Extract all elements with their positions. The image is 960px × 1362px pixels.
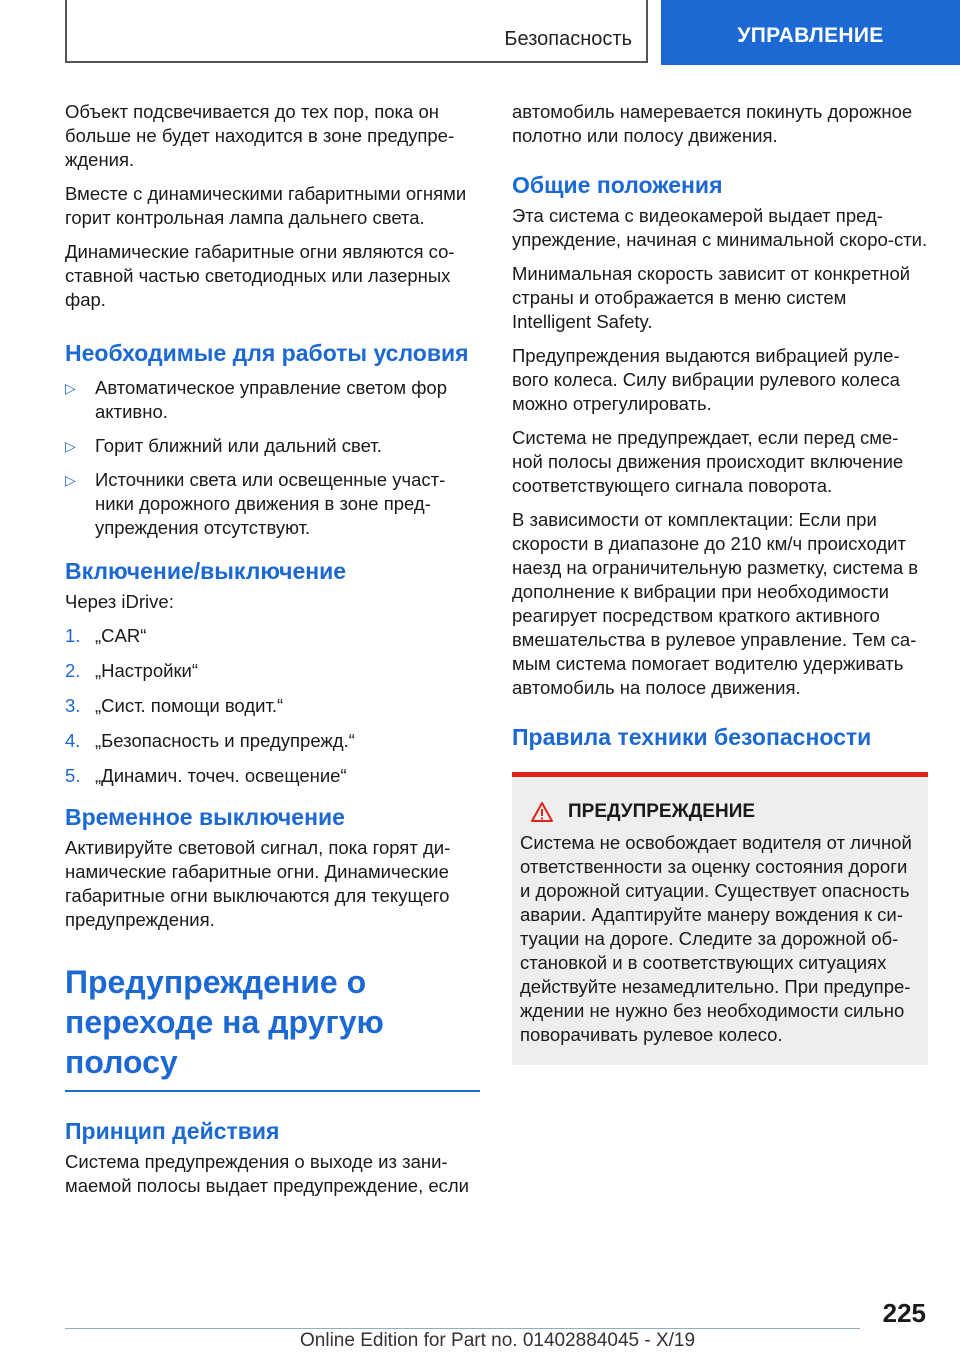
paragraph: Динамические габаритные огни являются со-ставной частью светодиодных или лазерных фар.	[65, 241, 455, 310]
heading-temporary-off: Временное выключение	[65, 804, 345, 830]
paragraph: Минимальная скорость зависит от конкретной страны и отображается в меню систем Intelligent Safety.	[512, 263, 911, 332]
triangle-bullet-icon: ▷	[65, 472, 76, 488]
warning-header	[530, 801, 920, 823]
page-number: 225	[882, 1298, 926, 1328]
list-item: 5. „Динамич. точеч. освещение“	[65, 765, 347, 786]
conditions-list	[65, 376, 480, 540]
warning-text: Система не освобождает водителя от личной ответственности за оценку состояния дороги и дорожной ситуации. Существует опасность аварии. Адаптируйте манеру вождения к си-туации на дороге. Следите за дорожной об-становкой и в соответствующих ситуациях действуйте незамедлительно. При предупре-ждении не нужно без необходимости сильно поворачивать рулевое колесо.	[520, 832, 912, 1045]
left-column	[65, 100, 480, 1208]
list-item: 1. „CAR“	[65, 625, 147, 646]
heading-conditions: Необходимые для работы условия	[65, 340, 469, 366]
header-chapter-tab: УПРАВЛЕНИЕ	[661, 0, 960, 65]
paragraph: В зависимости от комплектации: Если при скорости в диапазоне до 210 км/ч происходит наезд на ограничительную разметку, система в дополнение к вибрации при необходимости реагирует посредством краткого активного вмешательства в рулевое управление. Тем са-мым система помогает водителю удерживать автомобиль на полосе движения.	[512, 509, 919, 698]
triangle-bullet-icon: ▷	[65, 438, 76, 454]
paragraph: Вместе с динамическими габаритными огнями горит контрольная лампа дальнего света.	[65, 183, 467, 228]
triangle-bullet-icon: ▷	[65, 380, 76, 396]
warning-title: ПРЕДУПРЕЖДЕНИЕ	[568, 801, 756, 822]
heading-general: Общие положения	[512, 172, 723, 198]
heading-on-off: Включение/выключение	[65, 558, 347, 584]
right-column	[512, 100, 928, 1065]
paragraph: Через iDrive:	[65, 591, 174, 612]
paragraph: Эта система с видеокамерой выдает пред-упреждение, начиная с минимальной скоро-сти.	[512, 205, 928, 250]
heading-lane-departure: Предупреждение о переходе на другую полосу	[65, 964, 384, 1080]
list-item: ▷ Источники света или освещенные участ-ники дорожного движения в зоне пред-упреждения отсутствуют.	[65, 469, 446, 538]
footer-rule	[65, 1328, 860, 1329]
section-divider	[65, 1090, 480, 1092]
header-section-title: Безопасность	[504, 28, 632, 50]
list-item: 3. „Сист. помощи водит.“	[65, 695, 284, 716]
list-item: ▷ Горит ближний или дальний свет.	[65, 435, 382, 456]
header-section-box	[65, 0, 648, 63]
steps-list	[65, 624, 480, 788]
footer-edition: Online Edition for Part no. 01402884045 - X/19	[300, 1330, 696, 1351]
paragraph: Система предупреждения о выходе из зани-маемой полосы выдает предупреждение, если	[65, 1151, 470, 1196]
warning-triangle-icon	[530, 801, 554, 823]
heading-principle: Принцип действия	[65, 1118, 280, 1144]
paragraph: Объект подсвечивается до тех пор, пока он больше не будет находится в зоне предупре-ждения.	[65, 101, 455, 170]
paragraph: автомобиль намеревается покинуть дорожное полотно или полосу движения.	[512, 101, 913, 146]
list-item: 2. „Настройки“	[65, 660, 199, 681]
paragraph: Система не предупреждает, если перед сме-ной полосы движения происходит включение соответствующего сигнала поворота.	[512, 427, 904, 496]
paragraph: Предупреждения выдаются вибрацией руле-вого колеса. Силу вибрации рулевого колеса можно отрегулировать.	[512, 345, 900, 414]
paragraph: Активируйте световой сигнал, пока горят ди-намические габаритные огни. Динамические габаритные огни выключаются для текущего предупреждения.	[65, 837, 451, 930]
list-item: 4. „Безопасность и предупрежд.“	[65, 730, 355, 751]
list-item: ▷ Автоматическое управление светом фор активно.	[65, 377, 447, 422]
warning-box	[512, 772, 928, 1065]
heading-safety: Правила техники безопасности	[512, 724, 872, 750]
